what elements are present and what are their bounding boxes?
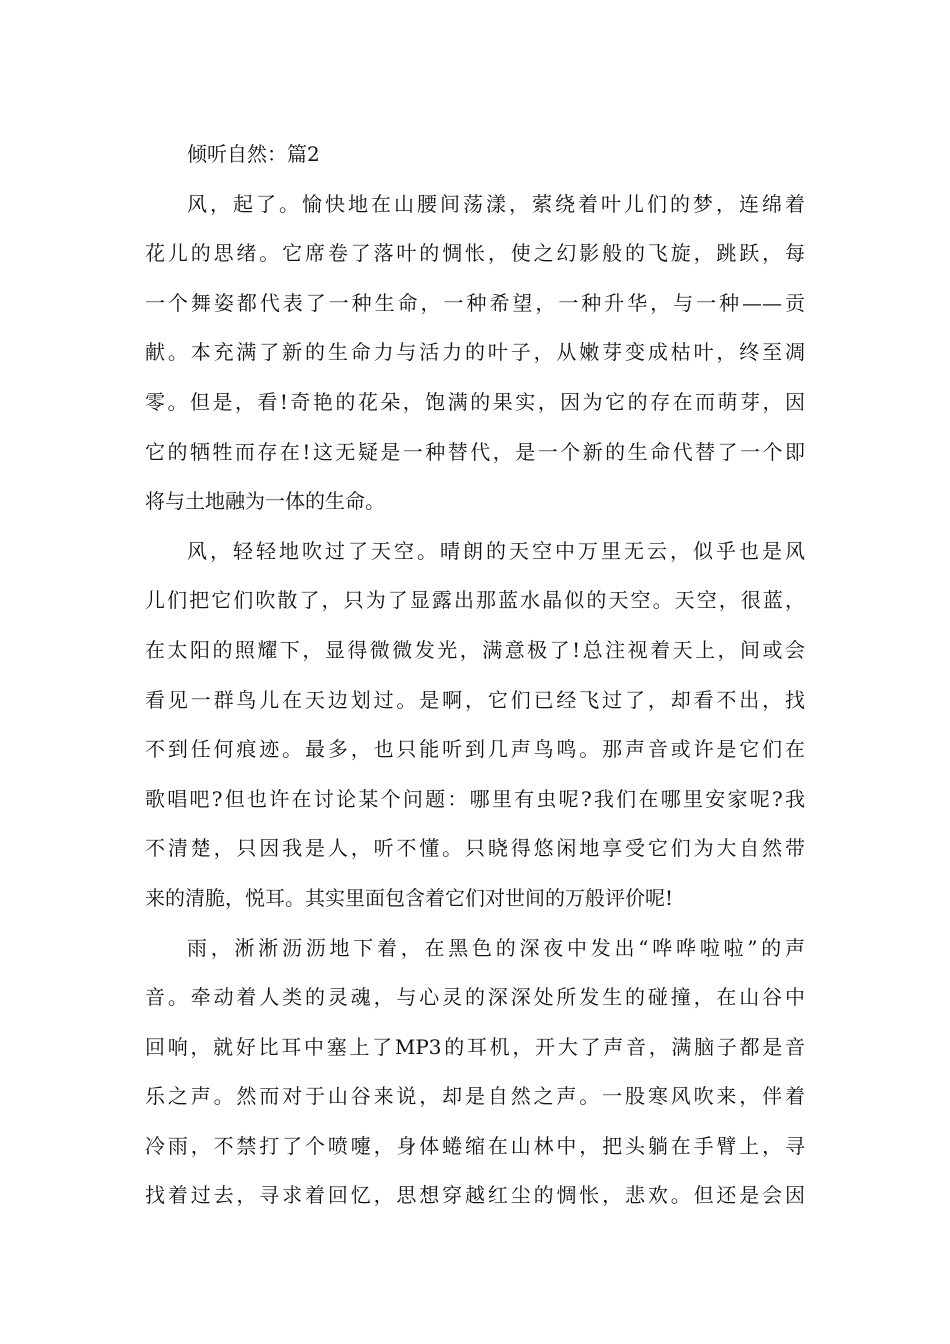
paragraph-3 xyxy=(145,924,805,1222)
paragraph-line: 找着过去，寻求着回忆，思想穿越红尘的惆怅，悲欢。但还是会因 xyxy=(145,1183,805,1208)
paragraph-line: 音。牵动着人类的灵魂，与心灵的深深处所发生的碰撞，在山谷中 xyxy=(145,985,805,1010)
paragraph-1 xyxy=(145,180,805,527)
section-title: 倾听自然：篇2 xyxy=(187,142,320,166)
paragraph-line: 回响，就好比耳中塞上了MP3的耳机，开大了声音，满脑子都是音 xyxy=(145,1034,805,1059)
paragraph-line: 将与土地融为一体的生命。 xyxy=(145,489,385,514)
paragraph-line: 来的清脆，悦耳。其实里面包含着它们对世间的万般评价呢! xyxy=(145,885,674,910)
paragraph-line: 乐之声。然而对于山谷来说，却是自然之声。一股寒风吹来，伴着 xyxy=(145,1084,805,1109)
paragraph-line: 歌唱吧?但也许在讨论某个问题：哪里有虫呢?我们在哪里安家呢?我 xyxy=(145,786,805,811)
paragraph-line: 零。但是，看!奇艳的花朵，饱满的果实，因为它的存在而萌芽，因 xyxy=(145,389,805,414)
paragraph-line: 看见一群鸟儿在天边划过。是啊，它们已经飞过了，却看不出，找 xyxy=(145,687,805,712)
paragraph-line: 风，轻轻地吹过了天空。晴朗的天空中万里无云，似乎也是风 xyxy=(187,538,805,563)
paragraph-line: 一个舞姿都代表了一种生命，一种希望，一种升华，与一种——贡 xyxy=(145,290,805,315)
paragraph-line: 不清楚，只因我是人，听不懂。只晓得悠闲地享受它们为大自然带 xyxy=(145,836,805,861)
paragraph-line: 风，起了。愉快地在山腰间荡漾，萦绕着叶儿们的梦，连绵着 xyxy=(187,191,805,216)
paragraph-line: 不到任何痕迹。最多，也只能听到几声鸟鸣。那声音或许是它们在 xyxy=(145,737,805,762)
paragraph-line: 在太阳的照耀下，显得微微发光，满意极了!总注视着天上，间或会 xyxy=(145,637,805,662)
paragraph-line: 花儿的思绪。它席卷了落叶的惆怅，使之幻影般的飞旋，跳跃，每 xyxy=(145,241,805,266)
paragraph-2 xyxy=(145,527,805,924)
document-body xyxy=(145,130,805,1221)
paragraph-line: 献。本充满了新的生命力与活力的叶子，从嫩芽变成枯叶，终至凋 xyxy=(145,340,805,365)
paragraph-line: 冷雨，不禁打了个喷嚏，身体蜷缩在山林中，把头躺在手臂上，寻 xyxy=(145,1133,805,1158)
paragraph-line: 它的牺牲而存在!这无疑是一种替代，是一个新的生命代替了一个即 xyxy=(145,439,805,464)
paragraph-line: 雨，淅淅沥沥地下着，在黑色的深夜中发出“哗哗啦啦”的声 xyxy=(187,935,805,960)
paragraph-line: 儿们把它们吹散了，只为了显露出那蓝水晶似的天空。天空，很蓝， xyxy=(145,588,805,613)
